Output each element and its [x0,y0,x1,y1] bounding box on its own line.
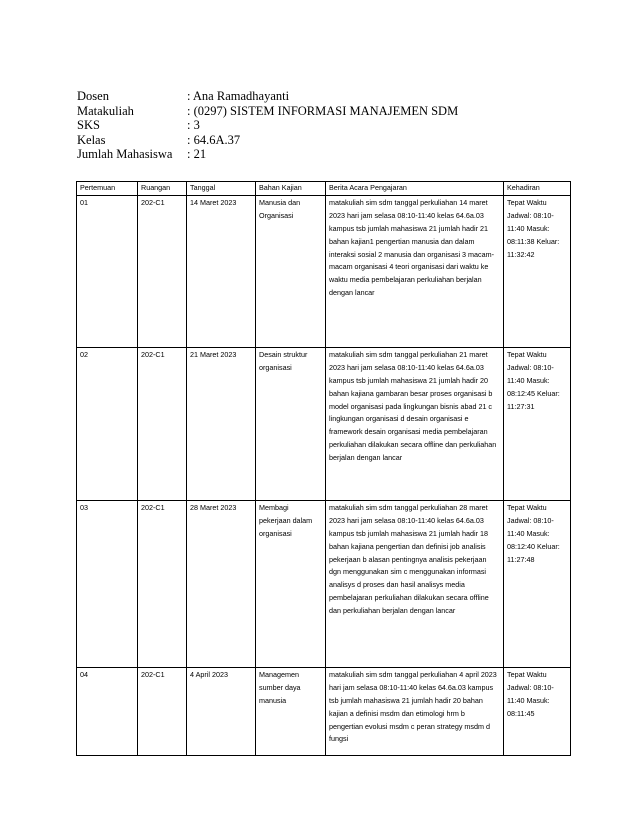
cell-berita-acara: matakuliah sim sdm tanggal perkuliahan 21 maret 2023 hari jam selasa 08:10-11:40 kelas 64.6a.03 kampus tsb jumlah mahasiswa 21 jumlah hadir 20 bahan kajiana gambaran besar proses organisasi b model organisasi pada lingkungan bisnis abad 21 c lingkungan organisasi d desain organisasi e framework desain organisasi media pembelajaran perkuliahan dilakukan secara offline dan perkuliahan berjalan dengan lancar [326,347,504,500]
cell-bahan-kajian: Desain struktur organisasi [256,347,326,500]
cell-pertemuan: 02 [77,347,138,500]
matakuliah-row [77,104,458,119]
col-header-pertemuan: Pertemuan [77,182,138,196]
cell-pertemuan: 01 [77,195,138,347]
table-row [77,347,571,500]
cell-kehadiran: Tepat Waktu Jadwal: 08:10-11:40 Masuk: 08:11:38 Keluar: 11:32:42 [504,195,571,347]
matakuliah-label: Matakuliah [77,103,134,118]
dosen-row [77,89,458,104]
sks-label: SKS [77,118,100,133]
col-header-bahan-kajian: Bahan Kajian [256,182,326,196]
cell-ruangan: 202-C1 [138,195,187,347]
cell-berita-acara: matakuliah sim sdm tanggal perkuliahan 28 maret 2023 hari jam selasa 08:10-11:40 kelas 64.6a.03 kampus tsb jumlah mahasiswa 21 jumlah hadir 18 bahan kajiana pengertian dan definisi job analisis pekerjaan b alasan pentingnya analisis pekerjaan dgn menggunakan sim c menggunakan informasi analisys d proses dan hasil analisys media pembelajaran perkuliahan dilakukan secara offline dan perkuliahan berjalan dengan lancar [326,500,504,667]
matakuliah-value: : (0297) SISTEM INFORMASI MANAJEMEN SDM [187,103,459,118]
jumlah-row [77,147,458,162]
cell-bahan-kajian: Manusia dan Organisasi [256,195,326,347]
table-header-row [77,182,571,196]
cell-pertemuan: 03 [77,500,138,667]
cell-bahan-kajian: Managemen sumber daya manusia [256,667,326,755]
cell-pertemuan: 04 [77,667,138,755]
cell-tanggal: 28 Maret 2023 [187,500,256,667]
jumlah-label: Jumlah Mahasiswa [77,147,173,162]
kelas-row [77,133,458,148]
cell-kehadiran: Tepat Waktu Jadwal: 08:10-11:40 Masuk: 08:12:40 Keluar: 11:27:48 [504,500,571,667]
cell-tanggal: 4 April 2023 [187,667,256,755]
col-header-kehadiran: Kehadiran [504,182,571,196]
table-row [77,195,571,347]
dosen-label: Dosen [77,89,109,103]
cell-tanggal: 21 Maret 2023 [187,347,256,500]
col-header-ruangan: Ruangan [138,182,187,196]
col-header-berita-acara: Berita Acara Pengajaran [326,182,504,196]
cell-kehadiran: Tepat Waktu Jadwal: 08:10-11:40 Masuk: 08:11:45 [504,667,571,755]
kelas-value: : 64.6A.37 [187,132,241,147]
cell-bahan-kajian: Membagi pekerjaan dalam organisasi [256,500,326,667]
cell-kehadiran: Tepat Waktu Jadwal: 08:10-11:40 Masuk: 08:12:45 Keluar: 11:27:31 [504,347,571,500]
table-row [77,500,571,667]
table-row [77,667,571,755]
sks-value: : 3 [187,118,200,133]
cell-ruangan: 202-C1 [138,500,187,667]
cell-tanggal: 14 Maret 2023 [187,195,256,347]
attendance-table [76,181,571,756]
cell-ruangan: 202-C1 [138,347,187,500]
course-info [77,89,458,162]
kelas-label: Kelas [77,132,106,147]
cell-berita-acara: matakuliah sim sdm tanggal perkuliahan 14 maret 2023 hari jam selasa 08:10-11:40 kelas 64.6a.03 kampus tsb jumlah mahasiswa 21 jumlah hadir 21 bahan kajian1 pengertian manusia dan dalam interaksi sosial 2 manusia dan organisasi 3 macam-macam organisasi 4 teori organisasi dari waktu ke waktu media pembelajaran perkuliahan berjalan dengan lancar [326,195,504,347]
dosen-value: : Ana Ramadhayanti [187,89,290,103]
col-header-tanggal: Tanggal [187,182,256,196]
cell-ruangan: 202-C1 [138,667,187,755]
cell-berita-acara: matakuliah sim sdm tanggal perkuliahan 4 april 2023 hari jam selasa 08:10-11:40 kelas 64.6a.03 kampus tsb jumlah mahasiswa 21 jumlah hadir 20 bahan kajian a definisi msdm dan etimologi hrm b pengertian evolusi msdm c peran strategy msdm d fungsi [326,667,504,755]
sks-row [77,118,458,133]
jumlah-value: : 21 [187,147,207,162]
